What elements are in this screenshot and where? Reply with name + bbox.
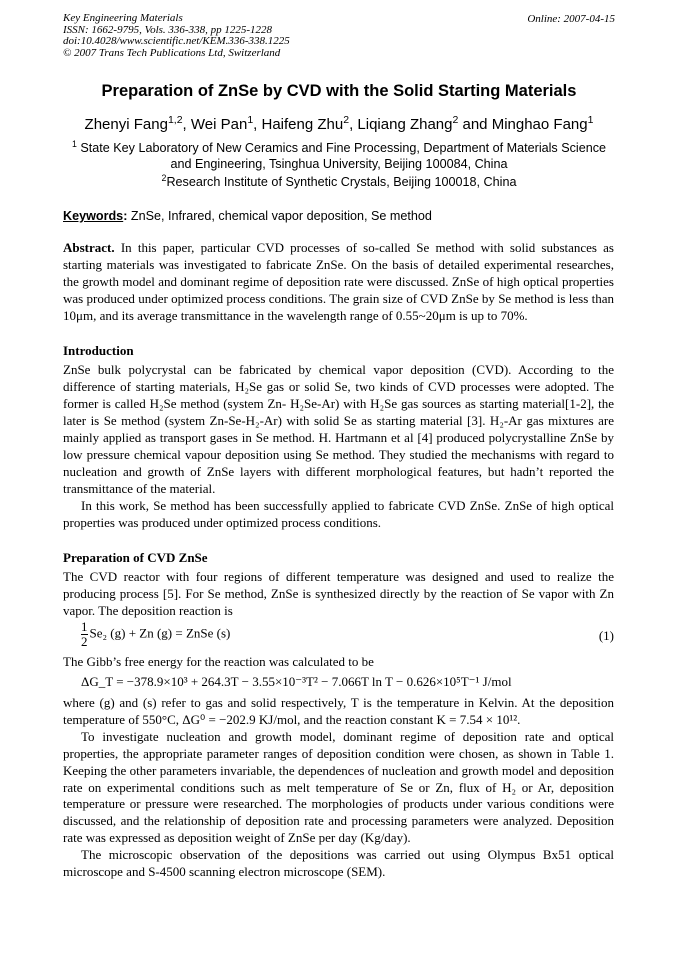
author-affil: 1 bbox=[587, 114, 594, 126]
affil-marker: 2 bbox=[161, 172, 167, 183]
separator: and bbox=[458, 116, 492, 133]
equation-number: (1) bbox=[598, 628, 614, 644]
section-heading: Preparation of CVD ZnSe bbox=[63, 549, 208, 565]
author: Wei Pan bbox=[190, 116, 248, 133]
author-affil: 2 bbox=[452, 114, 459, 126]
paragraph: where (g) and (s) refer to gas and solid respectively, T is the temperature in Kelvin. At the deposition temperature of 550°C, ΔG⁰ = −202.9 KJ/mol, and the reaction constant K = 7.54 × 10¹². bbox=[63, 695, 614, 727]
abstract-label: Abstract. bbox=[63, 240, 115, 255]
keywords bbox=[63, 209, 432, 223]
denominator: 2 bbox=[81, 634, 88, 650]
paragraph: To investigate nucleation and growth model, dominant regime of deposition rate and optical properties, the appropriate parameter ranges of deposition condition were chosen, as shown in Table 1. Keeping the other parameters invariable, the dependences of nucleation and growth model and deposition rate on experimental conditions such as melt temperature of Se or Zn, flux of H₂ or Ar, deposition temperature or pressure were researched. The morphologies of products under various conditions were discussed, and the relationship of deposition rate and processing parameters were analyzed. Deposition rate was expressed as deposition weight of ZnSe per day (Kg/day). bbox=[63, 728, 614, 846]
paper-title: Preparation of ZnSe by CVD with the Solid Starting Materials bbox=[101, 82, 577, 100]
section-heading: Introduction bbox=[63, 342, 134, 358]
separator: , bbox=[253, 116, 262, 133]
equation-2: ΔG_T = −378.9×10³ + 264.3T − 3.55×10⁻³T² − 7.066T ln T − 0.626×10⁵T⁻¹ J/mol bbox=[81, 674, 512, 690]
copyright: © 2007 Trans Tech Publications Ltd, Switzerland bbox=[63, 46, 281, 59]
issn: ISSN: 1662-9795, Vols. 336-338, pp 1225-1228 bbox=[63, 23, 272, 36]
affiliation-2 bbox=[63, 174, 615, 190]
author-list bbox=[0, 116, 678, 133]
online-date: Online: 2007-04-15 bbox=[527, 13, 615, 25]
equation-body: Se₂ (g) + Zn (g) = ZnSe (s) bbox=[89, 625, 231, 641]
keywords-colon: : bbox=[123, 209, 128, 223]
author: Haifeng Zhu bbox=[261, 116, 344, 133]
separator: , bbox=[182, 116, 191, 133]
keywords-label: Keywords bbox=[63, 209, 124, 223]
paragraph: ZnSe bulk polycrystal can be fabricated by chemical vapor deposition (CVD). According to the difference of starting materials, H₂Se gas or solid Se, two kinds of CVD processes were adopted. The former is called H₂Se method (system Zn- H₂Se-Ar) with H₂Se gas sources as starting material[1-2], the later is Se method (system Zn-Se-H₂-Ar) with solid Se as starting material [3]. H₂-Ar gas mixtures are mainly applied as transport gases in Se method. H. Hartmann et al [4] produced polycrystalline ZnSe by low pressure chemical vapour deposition using Se method. They studied the mechanisms with regard to nucleation and growth of ZnSe layers with different morphological features, but hadn’t reported the transmittance of the material. bbox=[63, 362, 614, 496]
journal-name: Key Engineering Materials bbox=[63, 12, 183, 24]
affiliation-1 bbox=[63, 140, 615, 172]
journal-header bbox=[63, 13, 290, 59]
author-affil: 1,2 bbox=[167, 114, 183, 126]
author: Zhenyi Fang bbox=[84, 116, 168, 133]
body-text bbox=[63, 240, 614, 881]
abstract-text: In this paper, particular CVD processes of so-called Se method with solid substances as starting materials was investigated to fabricate ZnSe. On the basis of detailed experimental researches, the growth model and dominant regime of deposition rate were discussed. ZnSe of high optical properties was produced under optimized process conditions. The grain size of CVD ZnSe by Se method is less than 10μm, and its average transmittance in the wavelength range of 0.55~20μm is up to 70%. bbox=[63, 240, 614, 323]
affil-text: State Key Laboratory of New Ceramics and Fine Processing, Department of Materials Science and Engineering, Tsinghua University, Beijing 100084, China bbox=[76, 141, 607, 171]
keywords-text: ZnSe, Infrared, chemical vapor deposition, Se method bbox=[127, 209, 432, 223]
affil-text: Research Institute of Synthetic Crystals, Beijing 100018, China bbox=[166, 175, 517, 189]
paragraph: The CVD reactor with four regions of different temperature was designed and used to realize the producing process [5]. For Se method, ZnSe is synthesized directly by the reaction of Se vapor with Zn vapor. The deposition reaction is bbox=[63, 569, 614, 619]
abstract bbox=[63, 240, 614, 325]
separator: , bbox=[349, 116, 358, 133]
author-affil: 1 bbox=[247, 114, 254, 126]
paragraph: In this work, Se method has been successfully applied to fabricate CVD ZnSe. ZnSe of high optical properties was produced under optimized process conditions. bbox=[63, 497, 614, 530]
doi: doi:10.4028/www.scientific.net/KEM.336-338.1225 bbox=[63, 35, 290, 48]
numerator: 1 bbox=[81, 619, 88, 635]
author-affil: 2 bbox=[343, 114, 350, 126]
paragraph: The microscopic observation of the depositions was carried out using Olympus Bx51 optical microscope and S-4500 scanning electron microscope (SEM). bbox=[63, 847, 614, 880]
author: Liqiang Zhang bbox=[357, 116, 453, 133]
fraction bbox=[81, 620, 88, 649]
affil-marker: 1 bbox=[71, 138, 77, 149]
equation-1 bbox=[63, 620, 614, 654]
paragraph: The Gibb’s free energy for the reaction was calculated to be bbox=[63, 654, 374, 670]
author: Minghao Fang bbox=[491, 116, 588, 133]
